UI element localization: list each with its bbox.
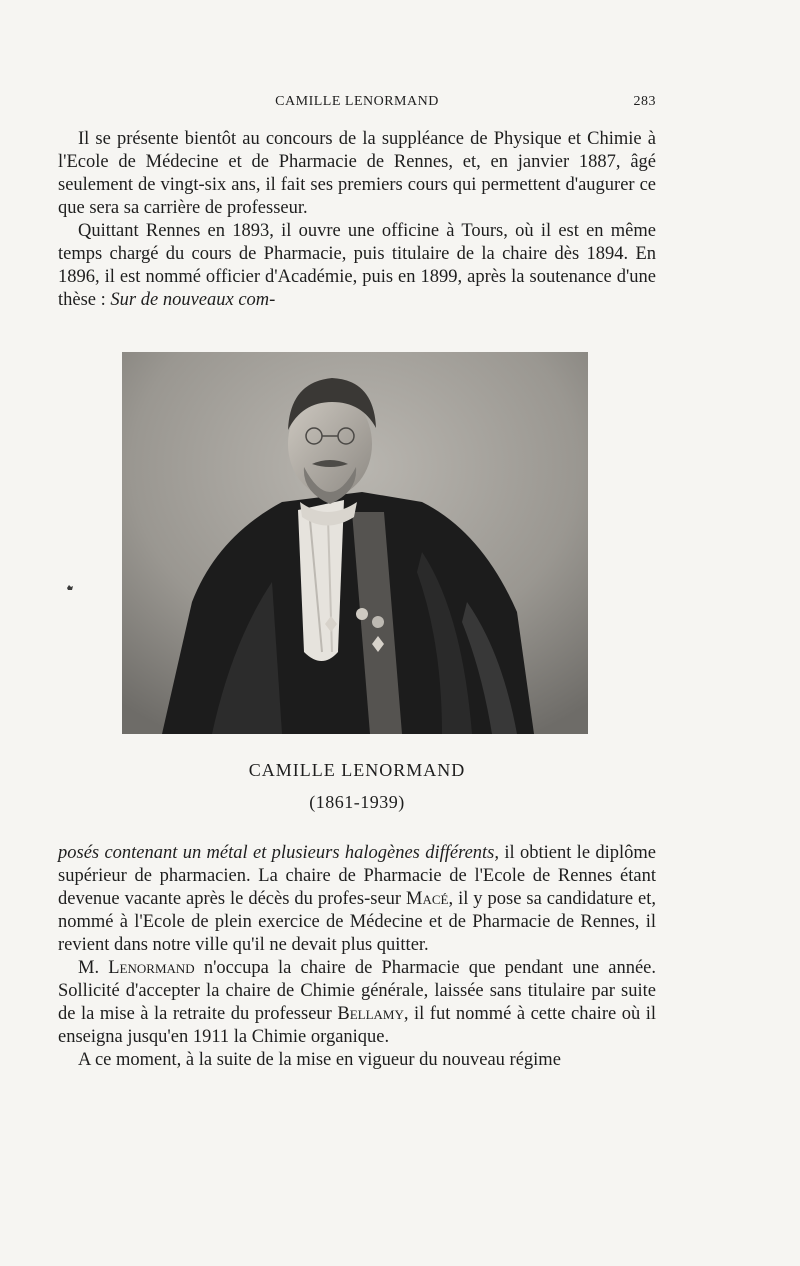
- running-title: CAMILLE LENORMAND: [275, 94, 439, 109]
- paragraph-chaire-text-1: n'occupa la chaire de Pharmacie que pendant une année. Sollicité d'accepter la chaire de Chimie générale, laissée sans titulaire par suite de la mise à la retraite du professeur: [58, 958, 656, 1024]
- portrait-photo: [122, 352, 588, 734]
- name-bellamy: Bellamy: [337, 1004, 404, 1024]
- thesis-title-end: posés contenant un métal et plusieurs halogènes différents,: [58, 843, 500, 863]
- text-block-bottom: [58, 842, 656, 1072]
- paragraph-diplome-text-1: il obtient le diplôme supérieur de pharmacien. La chaire de Pharmacie de l'Ecole de Rennes étant devenue vacante après le décès du profes-seur: [58, 843, 656, 909]
- paragraph-diplome-text-2: , il y pose sa candidature et, nommé à l'Ecole de plein exercice de Médecine et de Pharmacie de Rennes, il revient dans notre ville qu'il ne devait plus quitter.: [58, 889, 656, 955]
- figure-caption-dates: (1861-1939): [309, 792, 405, 812]
- thesis-title-start: Sur de nouveaux com-: [110, 290, 276, 310]
- name-lenormand: Lenormand: [108, 958, 195, 978]
- ink-speck: [66, 584, 74, 591]
- paragraph-chaire-text-2: , il fut nommé à cette chaire où il enseigna jusqu'en 1911 la Chimie organique.: [58, 1004, 656, 1047]
- paragraph-regime: A ce moment, à la suite de la mise en vigueur du nouveau régime: [78, 1050, 561, 1070]
- paragraph-tours: [58, 220, 656, 312]
- figure-caption-name: CAMILLE LENORMAND: [248, 760, 466, 780]
- paragraph-chaire: [58, 957, 656, 1049]
- text-block-top: [58, 128, 656, 312]
- paragraph-concours: Il se présente bientôt au concours de la suppléance de Physique et Chimie à l'Ecole de Médecine et de Pharmacie de Rennes, et, en janvier 1887, âgé seulement de vingt-six ans, il fait ses premiers cours qui permettent d'augurer ce que sera sa carrière de professeur.: [58, 129, 656, 218]
- paragraph-diplome: [58, 842, 656, 957]
- running-head: [58, 94, 656, 116]
- paragraph-tours-text: Quittant Rennes en 1893, il ouvre une officine à Tours, où il est en même temps chargé du cours de Pharmacie, puis titulaire de la chaire dès 1894. En 1896, il est nommé officier d'Académie, puis en 1899, après la soutenance d'une thèse :: [58, 221, 656, 310]
- portrait-illustration: [122, 352, 588, 734]
- page-number: 283: [633, 94, 656, 109]
- paragraph-chaire-prefix: M.: [78, 958, 109, 978]
- name-mace: Macé: [406, 889, 449, 909]
